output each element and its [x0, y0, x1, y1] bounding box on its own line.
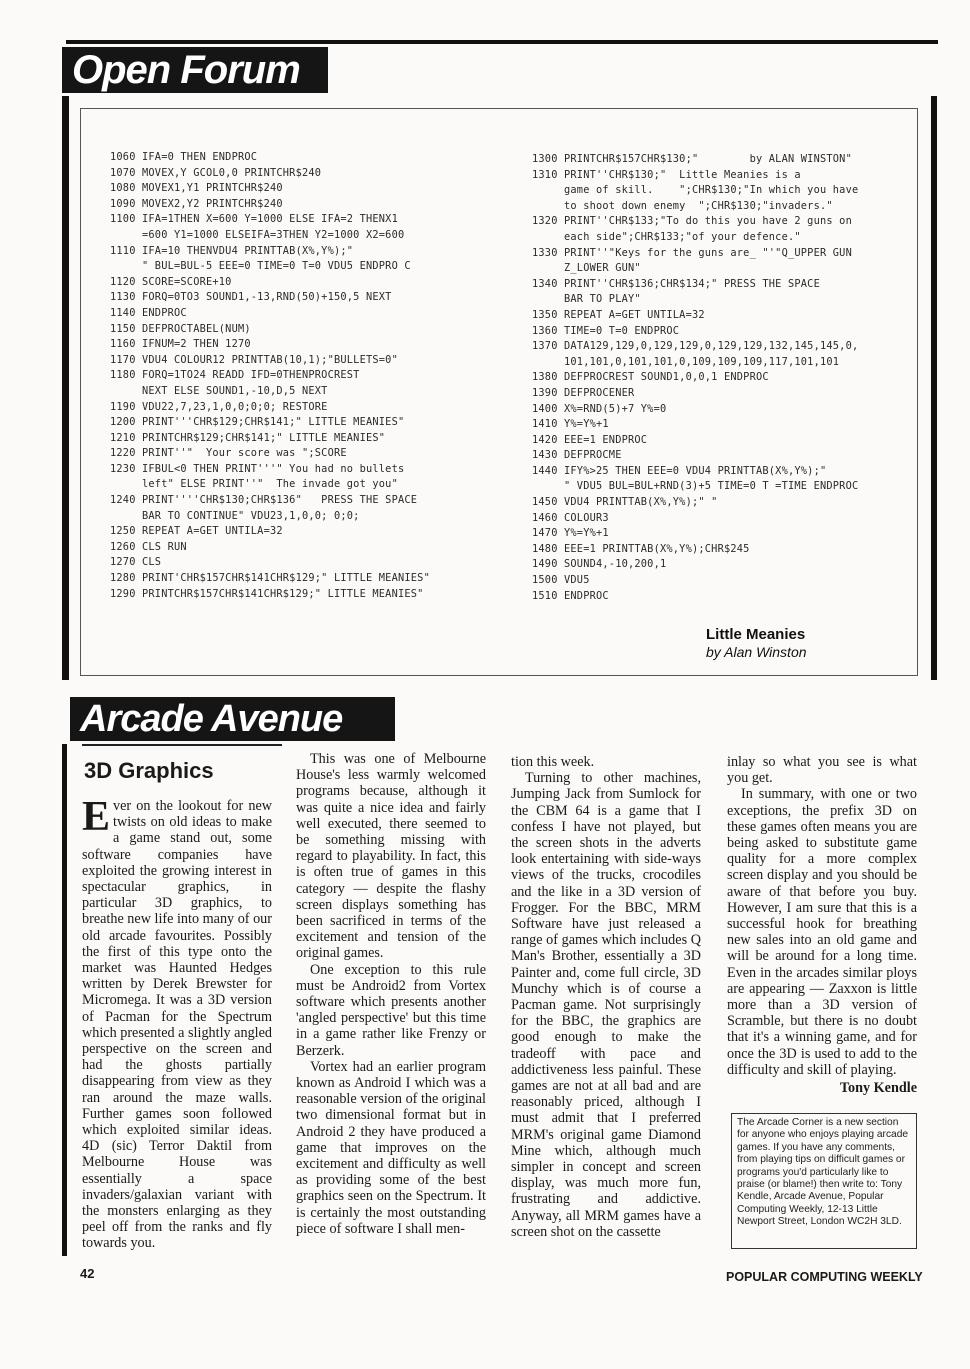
listing-line: " BUL=BUL-5 EEE=0 TIME=0 T=0 VDU5 ENDPRO C — [110, 260, 411, 273]
listing-line: 1410 Y%=Y%+1 — [532, 418, 609, 431]
listing-line: 1320 PRINT''CHR$133;"To do this you have 2 guns on — [532, 215, 852, 228]
col3-para-2: Turning to other machines, Jumping Jack from Sumlock for the CBM 64 is a game that I confess I have not played, but the screen shots in the adverts look entertaining with side-ways views of the trucks, crocodiles and the like in a 3D version of Frogger. For the BBC, MRM Software have just released a range of games which includes Q Man's Brother, essentially a 3D Painter and, come full circle, 3D Munchy which is of course a Pacman game. Not surprisingly for the BBC, the graphics are good enough to make the tradeoff with pace and addictiveness less painful. These games are not at all bad and are reasonably priced, although I must admit that I preferred MRM's original game Diamond Mine which, although much simpler in concept and screen display, was much more fun, frustrating and addictive. Anyway, all MRM games have a screen shot on the cassette — [511, 770, 701, 1240]
top-rule — [66, 40, 938, 44]
listing-title: Little Meanies — [706, 626, 806, 643]
listing-line: 1200 PRINT'''CHR$129;CHR$141;" LITTLE MEANIES" — [110, 416, 405, 429]
article-column-1 — [82, 794, 272, 1252]
listing-line: 1180 FORQ=1TO24 READD IFD=0THENPROCREST — [110, 369, 360, 382]
magazine-name: POPULAR COMPUTING WEEKLY — [726, 1270, 923, 1284]
left-rule — [62, 96, 69, 680]
page-number: 42 — [80, 1266, 95, 1281]
listing-line: left" ELSE PRINT''" The invade got you" — [110, 478, 398, 491]
listing-line: 1250 REPEAT A=GET UNTILA=32 — [110, 525, 283, 538]
listing-line: 1370 DATA129,129,0,129,129,0,129,129,132,145,145,0, — [532, 340, 859, 353]
listing-line: game of skill. ";CHR$130;"In which you have — [532, 184, 859, 197]
listing-line: 1280 PRINT'CHR$157CHR$141CHR$129;" LITTLE MEANIES" — [110, 572, 430, 585]
listing-line: 1160 IFNUM=2 THEN 1270 — [110, 338, 251, 351]
listing-line: BAR TO CONTINUE" VDU23,1,0,0; 0;0; — [110, 509, 360, 522]
arcade-corner-note: The Arcade Corner is a new section for anyone who enjoys playing arcade games. If you have any comments, from playing tips on difficult games or programs you'd particularly like to praise (or blame!) then write to: Tony Kendle, Arcade Avenue, Popular Computing Weekly, 12-13 Little Newport Street, London WC2H 3LD. — [731, 1113, 917, 1249]
listing-line: 1490 SOUND4,-10,200,1 — [532, 558, 667, 571]
listing-line: 1290 PRINTCHR$157CHR$141CHR$129;" LITTLE MEANIES" — [110, 587, 424, 600]
col4-para-2: In summary, with one or two exceptions, the prefix 3D on these games often means you are being asked to substitute game quality for a more complex screen display and you should be aware of that before you buy. However, I am sure that this is a successful hook for breathing new sales into an old game and will be around for a long time. Even in the arcades similar ploys are appearing — Zaxxon is little more than a 3D version of Scramble, but there is no doubt that it's a winning game, and for once the 3D is used to add to the difficulty and skill of playing. — [727, 786, 917, 1078]
listing-caption — [706, 626, 807, 661]
arcade-avenue-banner: Arcade Avenue — [70, 697, 395, 741]
listing-line: 1260 CLS RUN — [110, 540, 187, 553]
listing-line: 1240 PRINT''''CHR$130;CHR$136" PRESS THE SPACE — [110, 494, 418, 507]
listing-author: by Alan Winston — [706, 644, 807, 660]
listing-line: 1170 VDU4 COLOUR12 PRINTTAB(10,1);"BULLETS=0" — [110, 353, 398, 366]
listing-line: 1360 TIME=0 T=0 ENDPROC — [532, 324, 680, 337]
listing-line: Z_LOWER GUN" — [532, 262, 641, 275]
listing-line: 1220 PRINT''" Your score was ";SCORE — [110, 447, 347, 460]
listing-line: 1090 MOVEX2,Y2 PRINTCHR$240 — [110, 197, 283, 210]
listing-line: 1210 PRINTCHR$129;CHR$141;" LITTLE MEANIES" — [110, 431, 386, 444]
listing-line: to shoot down enemy ";CHR$130;"invaders." — [532, 199, 833, 212]
listing-line: 1460 COLOUR3 — [532, 511, 609, 524]
col2-para-1: This was one of Melbourne House's less warmly welcomed programs because, although it was quite a nice idea and fairly well executed, there seemed to be something missing with regard to playability. In fact, this is often true of games in this category — despite the flashy screen displays something has been sacrificed in terms of the excitement and tension of the original games. — [296, 751, 486, 962]
listing-line: 1380 DEFPROCREST SOUND1,0,0,1 ENDPROC — [532, 371, 769, 384]
listing-line: 1140 ENDPROC — [110, 306, 187, 319]
listing-line: 1100 IFA=1THEN X=600 Y=1000 ELSE IFA=2 THENX1 — [110, 213, 398, 226]
listing-line: 1190 VDU22,7,23,1,0,0;0;0; RESTORE — [110, 400, 328, 413]
listing-line: 1230 IFBUL<0 THEN PRINT'''" You had no bullets — [110, 462, 405, 475]
listing-line: 1510 ENDPROC — [532, 589, 609, 602]
listing-line: 1130 FORQ=0TO3 SOUND1,-13,RND(50)+150,5 NEXT — [110, 291, 392, 304]
listing-line: 101,101,0,101,101,0,109,109,109,117,101,101 — [532, 355, 840, 368]
article-column-2 — [296, 751, 486, 1237]
col4-para-1: inlay so what you see is what you get. — [727, 754, 917, 787]
listing-line: 1420 EEE=1 ENDPROC — [532, 433, 648, 446]
listing-line: BAR TO PLAY" — [532, 293, 641, 306]
article-column-3 — [511, 754, 701, 1240]
article-column-4 — [727, 754, 917, 1096]
program-listing-left — [110, 150, 430, 602]
listing-line: 1070 MOVEX,Y GCOL0,0 PRINTCHR$240 — [110, 166, 322, 179]
author-signature: Tony Kendle — [839, 1080, 917, 1097]
listing-line: 1390 DEFPROCENER — [532, 386, 635, 399]
open-forum-banner: Open Forum — [62, 47, 328, 93]
listing-line: 1350 REPEAT A=GET UNTILA=32 — [532, 308, 705, 321]
article-title: 3D Graphics — [84, 758, 214, 783]
listing-line: 1060 IFA=0 THEN ENDPROC — [110, 151, 258, 163]
listing-line: 1480 EEE=1 PRINTTAB(X%,Y%);CHR$245 — [532, 542, 750, 555]
drop-cap: E — [82, 794, 111, 840]
program-listing-right — [532, 152, 858, 604]
listing-line: 1400 X%=RND(5)+7 Y%=0 — [532, 402, 667, 415]
listing-line: =600 Y1=1000 ELSEIFA=3THEN Y2=1000 X2=600 — [110, 228, 405, 241]
listing-line: " VDU5 BUL=BUL+RND(3)+5 TIME=0 T =TIME ENDPROC — [532, 480, 859, 493]
listing-line: 1470 Y%=Y%+1 — [532, 527, 609, 540]
col3-para-1: tion this week. — [511, 754, 595, 770]
col2-para-3: Vortex had an earlier program known as Android I which was a reasonable version of the original two dimensional format but in Android 2 they have produced a game that improves on the excitement and difficulty as well as providing some of the best graphics seen on the Spectrum. It is certainly the most outstanding piece of software I shall men- — [296, 1058, 486, 1237]
listing-line: each side";CHR$133;"of your defence." — [532, 230, 801, 243]
listing-line: 1150 DEFPROCTABEL(NUM) — [110, 322, 251, 335]
col2-para-2: One exception to this rule must be Android2 from Vortex software which presents another 'angled perspective' but this time in a game rather like Frenzy or Berzerk. — [296, 961, 486, 1059]
listing-line: 1440 IFY%>25 THEN EEE=0 VDU4 PRINTTAB(X%,Y%);" — [532, 464, 827, 477]
listing-line: 1080 MOVEX1,Y1 PRINTCHR$240 — [110, 182, 283, 195]
listing-line: 1450 VDU4 PRINTTAB(X%,Y%);" " — [532, 496, 718, 509]
listing-line: 1500 VDU5 — [532, 574, 590, 587]
listing-line: 1110 IFA=10 THENVDU4 PRINTTAB(X%,Y%);" — [110, 244, 354, 257]
listing-line: 1330 PRINT''"Keys for the guns are_ "'"Q_UPPER GUN — [532, 246, 852, 259]
listing-line: NEXT ELSE SOUND1,-10,D,5 NEXT — [110, 384, 328, 397]
listing-line: 1120 SCORE=SCORE+10 — [110, 275, 232, 288]
arcade-underline — [82, 744, 282, 746]
listing-line: 1270 CLS — [110, 556, 162, 569]
listing-line: 1310 PRINT''CHR$130;" Little Meanies is a — [532, 168, 801, 181]
right-rule — [931, 96, 937, 680]
col1-text: ver on the lookout for new twists on old ideas to make a game stand out, some software companies have exploited the growing interest in spectacular graphics, in particular 3D graphics, to breathe new life into many of our old arcade favourites. Possibly the first of this type onto the market was Haunted Hedges written by Derek Brewster for Micromega. It was a 3D version of Pacman for the Spectrum which presented a slightly angled perspective on the screen and had the ghosts partially disappearing from view as they ran around the maze walls. Further games soon followed which exploited similar ideas. 4D (sic) Terror Daktil from Melbourne House was essentially a space invaders/galaxian variant with the monsters enlarging as they peel off from the ranks and fly towards you. — [82, 798, 272, 1252]
listing-line: 1300 PRINTCHR$157CHR$130;" by ALAN WINSTON" — [532, 153, 852, 165]
listing-line: 1340 PRINT''CHR$136;CHR$134;" PRESS THE SPACE — [532, 277, 820, 290]
listing-line: 1430 DEFPROCME — [532, 449, 622, 462]
arcade-left-rule — [62, 744, 67, 1256]
